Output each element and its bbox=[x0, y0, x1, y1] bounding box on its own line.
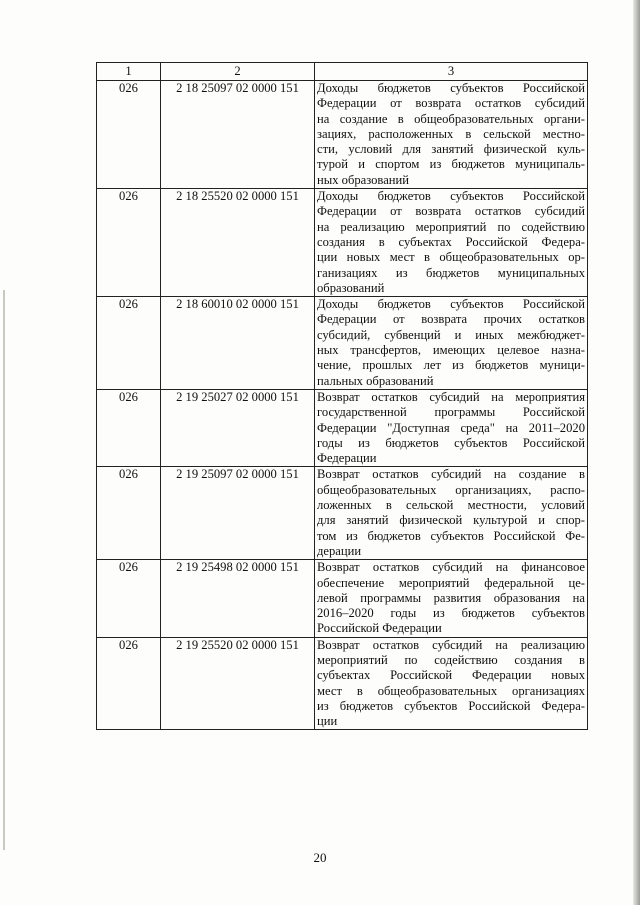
description-line: Федерации от возврата прочих остатков bbox=[317, 312, 585, 327]
description-line: Доходы бюджетов субъектов Российской bbox=[317, 81, 585, 95]
description-line: ложенных в сельской местности, условий bbox=[317, 498, 585, 513]
table-row bbox=[97, 189, 588, 297]
description-line: Возврат остатков субсидий на финансовое bbox=[317, 560, 585, 575]
revenue-description-cell bbox=[315, 81, 588, 189]
description-line: чение, прошлых лет из бюджетов муници- bbox=[317, 358, 585, 373]
description-line: ных образований bbox=[317, 172, 410, 187]
description-line: левой программы развития образования на bbox=[317, 590, 585, 605]
description-line: обеспечение мероприятий федеральной це- bbox=[317, 575, 585, 590]
description-line: общеобразовательных организациях, распо- bbox=[317, 482, 585, 497]
description-line: турой и спортом из бюджетов муниципаль- bbox=[317, 157, 585, 172]
description-line: для занятий физической культурой и спор- bbox=[317, 513, 585, 528]
description-line: мест в общеобразовательных организациях bbox=[317, 683, 585, 698]
admin-code-cell: 026 bbox=[97, 189, 161, 297]
description-line: ганизациях из бюджетов муниципальных bbox=[317, 265, 585, 280]
scan-margin-line bbox=[3, 290, 5, 850]
description-line: зациях, расположенных в сельской местно- bbox=[317, 126, 585, 141]
budget-classification-code-cell: 2 18 25097 02 0000 151 bbox=[161, 81, 315, 189]
revenue-description-cell bbox=[315, 297, 588, 390]
table-row bbox=[97, 389, 588, 466]
table-row bbox=[97, 297, 588, 390]
description-line: дерации bbox=[317, 543, 362, 558]
admin-code-cell: 026 bbox=[97, 637, 161, 730]
budget-codes-table bbox=[96, 62, 588, 730]
description-line: Доходы бюджетов субъектов Российской bbox=[317, 189, 585, 204]
revenue-description-cell bbox=[315, 467, 588, 560]
page-number: 20 bbox=[313, 850, 327, 865]
budget-classification-code-cell: 2 19 25027 02 0000 151 bbox=[161, 389, 315, 466]
description-line: Возврат остатков субсидий на создание в bbox=[317, 467, 585, 482]
description-line: субъектах Российской Федерации новых bbox=[317, 668, 585, 683]
description-line: Федерации от возврата остатков субсидий bbox=[317, 204, 585, 219]
scan-edge-shadow bbox=[633, 0, 640, 905]
admin-code-cell: 026 bbox=[97, 81, 161, 189]
header-col-2: 2 bbox=[161, 63, 315, 81]
description-line: ции bbox=[317, 714, 338, 729]
description-line: ных трансфертов, имеющих целевое назна- bbox=[317, 343, 585, 358]
description-line: Федерации "Доступная среда" на 2011–2020 bbox=[317, 420, 585, 435]
budget-classification-code-cell: 2 19 25520 02 0000 151 bbox=[161, 637, 315, 730]
description-line: сти, условий для занятий физической куль- bbox=[317, 142, 585, 157]
budget-classification-code-cell: 2 19 25498 02 0000 151 bbox=[161, 560, 315, 637]
table-row bbox=[97, 560, 588, 637]
revenue-description-cell bbox=[315, 560, 588, 637]
budget-classification-code-cell: 2 19 25097 02 0000 151 bbox=[161, 467, 315, 560]
description-line: создания в субъектах Российской Федера- bbox=[317, 234, 585, 249]
description-line: 2016–2020 годы из бюджетов субъектов bbox=[317, 606, 585, 621]
admin-code-cell: 026 bbox=[97, 467, 161, 560]
description-line: Федерации bbox=[317, 451, 377, 466]
header-col-3: 3 bbox=[315, 63, 588, 81]
table-row bbox=[97, 467, 588, 560]
description-line: Федерации от возврата остатков субсидий bbox=[317, 96, 585, 111]
description-line: ции новых мест в общеобразовательных ор- bbox=[317, 250, 585, 265]
description-line: годы из бюджетов субъектов Российской bbox=[317, 435, 585, 450]
description-line: на реализацию мероприятий по содействию bbox=[317, 219, 585, 234]
description-line: пальных образований bbox=[317, 373, 434, 388]
revenue-description-cell bbox=[315, 389, 588, 466]
header-col-1: 1 bbox=[97, 63, 161, 81]
budget-classification-code-cell: 2 18 60010 02 0000 151 bbox=[161, 297, 315, 390]
description-line: на создание в общеобразовательных органи- bbox=[317, 111, 585, 126]
description-line: из бюджетов субъектов Российской Федера- bbox=[317, 698, 585, 713]
description-line: Доходы бюджетов субъектов Российской bbox=[317, 297, 585, 312]
budget-classification-code-cell: 2 18 25520 02 0000 151 bbox=[161, 189, 315, 297]
admin-code-cell: 026 bbox=[97, 389, 161, 466]
description-line: мероприятий по содействию создания в bbox=[317, 652, 585, 667]
admin-code-cell: 026 bbox=[97, 297, 161, 390]
description-line: субсидий, субвенций и иных межбюджет- bbox=[317, 327, 585, 342]
description-line: Возврат остатков субсидий на мероприятия bbox=[317, 389, 585, 404]
table-row bbox=[97, 637, 588, 730]
table-header-row bbox=[97, 63, 588, 81]
description-line: образований bbox=[317, 280, 385, 295]
revenue-description-cell bbox=[315, 189, 588, 297]
description-line: том из бюджетов субъектов Российской Фе- bbox=[317, 528, 585, 543]
table-row bbox=[97, 81, 588, 189]
description-line: Российской Федерации bbox=[317, 621, 442, 636]
admin-code-cell: 026 bbox=[97, 560, 161, 637]
description-line: государственной программы Российской bbox=[317, 405, 585, 420]
description-line: Возврат остатков субсидий на реализацию bbox=[317, 637, 585, 652]
revenue-description-cell bbox=[315, 637, 588, 730]
